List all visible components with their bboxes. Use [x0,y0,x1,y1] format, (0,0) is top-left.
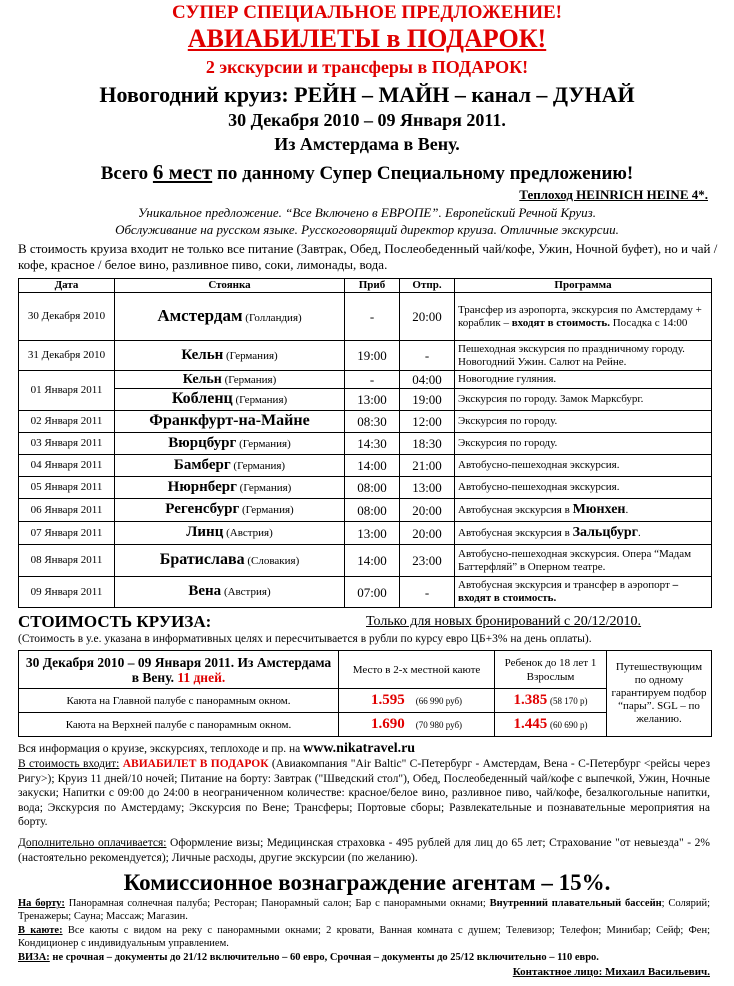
price-head-main: 30 Декабря 2010 – 09 Января 2011. Из Амстердама в Вену. 11 дней. [19,651,339,689]
price-double: 1.690 (70 980 руб) [339,713,495,737]
row-arrival: 14:00 [345,455,400,477]
row-stop: Вена (Австрия) [115,577,345,608]
row-arrival: - [345,293,400,341]
row-program: Автобусная экскурсия в Мюнхен. [455,499,712,522]
contact-person: Контактное лицо: Михаил Васильевич. [512,966,710,978]
row-date: 07 Января 2011 [19,522,115,545]
row-program: Автобусная экскурсия и трансфер в аэропорт – входят в стоимость. [455,577,712,608]
row-stop: Вюрцбург (Германия) [115,433,345,455]
row-stop: Франкфурт-на-Майне [115,411,345,433]
row-arrival: 13:00 [345,522,400,545]
header-program: Программа [455,279,712,293]
table-row [19,389,712,411]
table-row [19,577,712,608]
header-departure: Отпр. [400,279,455,293]
intro-line-1: Уникальное предложение. “Все Включено в ЕВРОПЕ”. Европейский Речной Круиз. [138,205,596,220]
row-program: Новогодние гуляния. [455,371,712,389]
price-head-single: Путешествующим по одному гарантируем подбор “пары”. SGL – по желанию. [607,651,712,737]
header-arrival: Приб [345,279,400,293]
row-departure: 13:00 [400,477,455,499]
site-info: Вся информация о круизе, экскурсиях, теплоходе и пр. на www.nikatravel.ru [18,741,416,756]
booking-note: Только для новых бронирований с 20/12/2010. [366,614,642,629]
headline-tickets-gift: АВИАБИЛЕТЫ в ПОДАРОК! [187,24,547,53]
price-child: 1.445 (60 690 р) [495,713,607,737]
commission-title: Комиссионное вознаграждение агентам – 15%. [123,870,611,895]
row-arrival: 08:00 [345,499,400,522]
row-departure: 20:00 [400,522,455,545]
row-date: 02 Января 2011 [19,411,115,433]
row-date: 30 Декабря 2010 [19,293,115,341]
price-header-row [19,651,712,689]
row-date: 06 Января 2011 [19,499,115,522]
row-departure: - [400,577,455,608]
cruise-dates: 30 Декабря 2010 – 09 Января 2011. [228,110,506,130]
row-stop: Амстердам (Голландия) [115,293,345,341]
row-stop: Братислава (Словакия) [115,545,345,577]
table-row [19,545,712,577]
currency-note: (Стоимость в у.е. указана в информативных целях и пересчитывается в рубли по курсу евро ЦБ+3% на день оплаты). [18,633,592,645]
places-count: Всего 6 мест по данному Супер Специальному предложению! [100,160,634,184]
row-stop: Линц (Австрия) [115,522,345,545]
headline-excursions-gift: 2 экскурсии и трансферы в ПОДАРОК! [205,57,529,77]
table-row [19,293,712,341]
row-departure: 20:00 [400,499,455,522]
row-stop: Кельн (Германия) [115,371,345,389]
row-date: 09 Января 2011 [19,577,115,608]
cost-title: СТОИМОСТЬ КРУИЗА: [18,612,212,631]
row-departure: 23:00 [400,545,455,577]
price-table [18,650,712,737]
row-departure: 19:00 [400,389,455,411]
row-program: Трансфер из аэропорта, экскурсия по Амстердаму + кораблик – входят в стоимость. Посадка с 14:00 [455,293,712,341]
row-arrival: 08:30 [345,411,400,433]
row-program: Автобусно-пешеходная экскурсия. [455,477,712,499]
row-arrival: 19:00 [345,341,400,371]
headline-special-offer: СУПЕР СПЕЦИАЛЬНОЕ ПРЕДЛОЖЕНИЕ! [172,2,562,23]
header-date: Дата [19,279,115,293]
header-stop: Стоянка [115,279,345,293]
visa-paragraph: ВИЗА: не срочная – документы до 21/12 включительно – 60 евро, Срочная – документы до 25/12 включительно – 110 евро. [18,952,599,963]
row-arrival: 14:30 [345,433,400,455]
table-row [19,371,712,389]
row-program: Экскурсия по городу. [455,411,712,433]
row-date: 01 Января 2011 [19,371,115,411]
row-program: Автобусная экскурсия в Зальцбург. [455,522,712,545]
cabin-paragraph: В каюте: Все каюты с видом на реку с панорамными окнами; 2 кровати, Ванная комната с душем; Телевизор; Телефон; Минибар; Сейф; Фен; Кондиционер с индивидуальным управлением. [18,925,710,949]
row-program: Экскурсия по городу. [455,433,712,455]
row-arrival: 07:00 [345,577,400,608]
onboard-paragraph: На борту: Панорамная солнечная палуба; Ресторан; Панорамный салон; Бар с панорамными окнами; Внутренний плавательный бассейн; Солярий; Тренажеры; Сауна; Массаж; Магазин. [18,898,710,922]
included-paragraph: В стоимость входит: АВИАБИЛЕТ В ПОДАРОК (Авиакомпания "Air Baltic" С-Петербург - Амстердам, Вена - С-Петербург <рейсы через Ригу>); Круиз 11 дней/10 ночей; Питание на борту: Завтрак ("Шведский стол"), Обед, Послеобеденный чай/кофе с выпечкой, Ужин, Ночные закуски; Напитки с 09:00 до 24:00 в неограниченном количестве: красное/белое вино, разливное пиво, чай/кофе, безалкогольные напитки, вода; Экскурсия по Амстердаму; Экскурсия по Вене; Трансферы; Портовые сборы; Развлекательные и познавательные мероприятия на борту. [18,758,710,828]
ship-name: Теплоход HEINRICH HEINE 4*. [519,187,708,202]
row-date: 08 Января 2011 [19,545,115,577]
row-stop: Нюрнберг (Германия) [115,477,345,499]
row-arrival: 08:00 [345,477,400,499]
table-row [19,433,712,455]
intro-line-2: Обслуживание на русском языке. Русскоговорящий директор круиза. Отличные экскурсии. [115,222,619,237]
row-departure: - [400,341,455,371]
cruise-title: Новогодний круиз: РЕЙН – МАЙН – канал – ДУНАЙ [99,82,635,107]
intro-included: В стоимость круиза входит не только все питание (Завтрак, Обед, Послеобеденный чай/кофе, Ужин, Ночной буфет), но и чай / кофе, красное / белое вино, разливное пиво, соки, лимонады, вода. [18,241,718,272]
price-cabin: Каюта на Главной палубе с панорамным окном. [19,689,339,713]
extra-paragraph: Дополнительно оплачивается: Оформление визы; Медицинская страховка - 495 рублей для лиц до 65 лет; Страхование "от невыезда" - 2% (настоятельно рекомендуется); Личные расходы, другие экскурсии (по желанию). [18,837,710,864]
table-row [19,411,712,433]
row-departure: 21:00 [400,455,455,477]
row-program: Автобусно-пешеходная экскурсия. Опера “Мадам Баттерфляй” в Оперном театре. [455,545,712,577]
row-stop: Бамберг (Германия) [115,455,345,477]
table-row [19,477,712,499]
row-stop: Кельн (Германия) [115,341,345,371]
site-link[interactable]: www.nikatravel.ru [303,741,416,756]
price-head-double: Место в 2-х местной каюте [339,651,495,689]
table-row [19,522,712,545]
program-table-header [19,279,712,293]
row-program: Автобусно-пешеходная экскурсия. [455,455,712,477]
price-cabin: Каюта на Верхней палубе с панорамным окном. [19,713,339,737]
row-departure: 20:00 [400,293,455,341]
row-date: 04 Января 2011 [19,455,115,477]
row-departure: 04:00 [400,371,455,389]
price-double: 1.595 (66 990 руб) [339,689,495,713]
row-stop: Кобленц (Германия) [115,389,345,411]
row-date: 03 Января 2011 [19,433,115,455]
row-departure: 12:00 [400,411,455,433]
row-date: 05 Января 2011 [19,477,115,499]
table-row [19,341,712,371]
row-arrival: 14:00 [345,545,400,577]
price-head-child: Ребенок до 18 лет 1 Взрослым [495,651,607,689]
row-arrival: - [345,371,400,389]
row-arrival: 13:00 [345,389,400,411]
price-child: 1.385 (58 170 р) [495,689,607,713]
row-program: Пешеходная экскурсия по праздничному городу. Новогодний Ужин. Салют на Рейне. [455,341,712,371]
cruise-route: Из Амстердама в Вену. [274,134,460,154]
program-table [18,278,712,608]
row-stop: Регенсбург (Германия) [115,499,345,522]
table-row [19,455,712,477]
row-date: 31 Декабря 2010 [19,341,115,371]
row-departure: 18:30 [400,433,455,455]
row-program: Экскурсия по городу. Замок Марксбург. [455,389,712,411]
table-row [19,499,712,522]
